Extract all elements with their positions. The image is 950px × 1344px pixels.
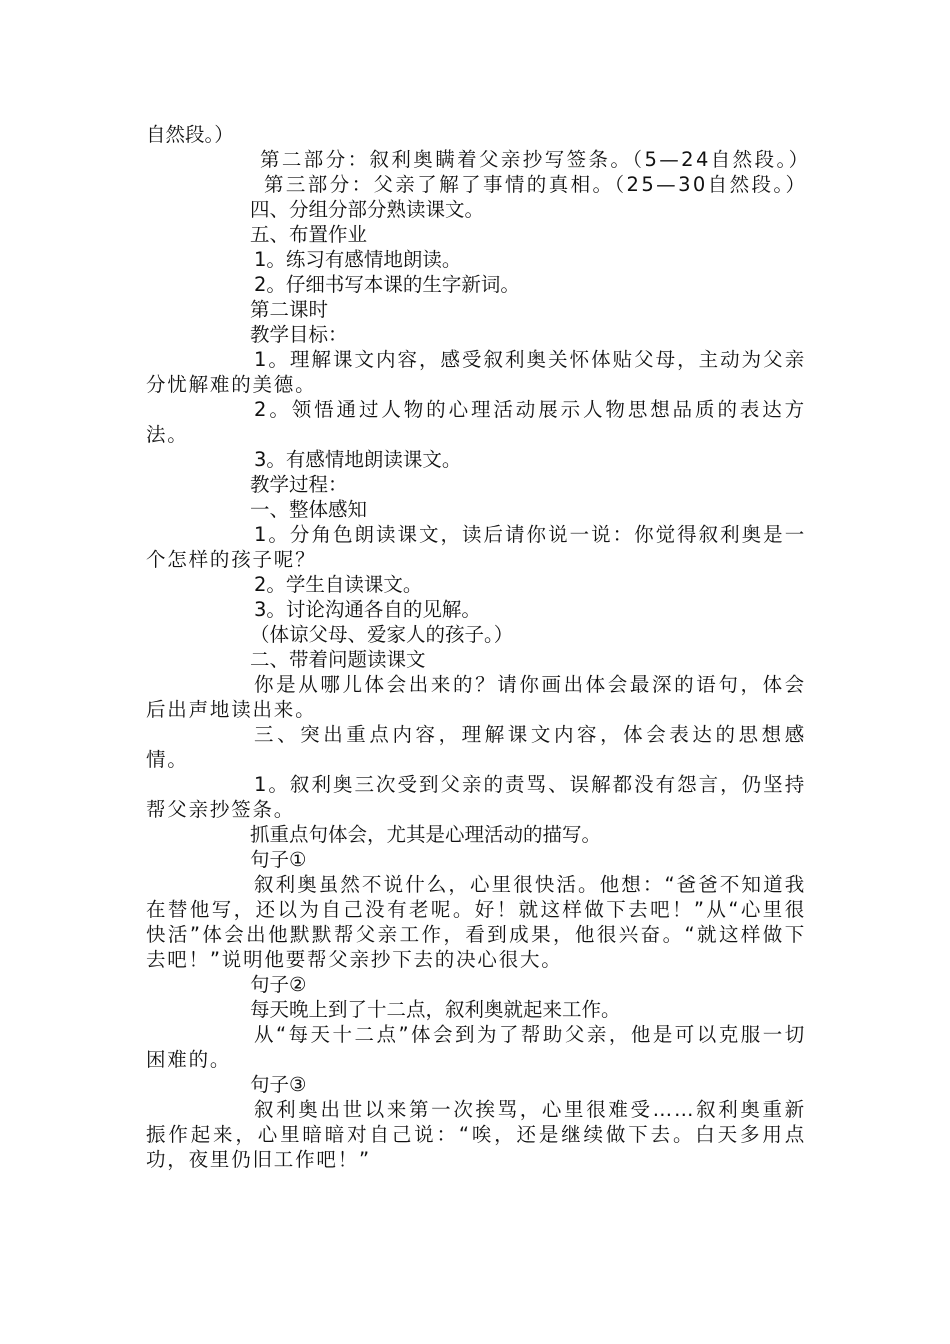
paragraph: 2。领悟通过人物的心理活动展示人物思想品质的表达方法。 bbox=[146, 398, 806, 446]
paragraph: 叙利奥出世以来第一次挨骂，心里很难受……叙利奥重新振作起来，心里暗暗对自己说：“唉，还是继续做下去。白天多用点功，夜里仍旧工作吧！” bbox=[146, 1098, 806, 1171]
paragraph: 从“每天十二点”体会到为了帮助父亲，他是可以克服一切困难的。 bbox=[146, 1023, 806, 1071]
paragraph: （体谅父母、爱家人的孩子。） bbox=[250, 623, 514, 646]
paragraph: 第二部分：叙利奥瞒着父亲抄写签条。（5—24自然段。） bbox=[260, 148, 811, 171]
paragraph: 三、突出重点内容，理解课文内容，体会表达的思想感情。 bbox=[146, 723, 806, 771]
paragraph: 1。练习有感情地朗读。 bbox=[254, 248, 462, 271]
paragraph: 2。学生自读课文。 bbox=[254, 573, 423, 596]
paragraph: 四、分组分部分熟读课文。 bbox=[250, 198, 485, 221]
paragraph: 自然段。） bbox=[146, 123, 234, 146]
document-body bbox=[146, 122, 811, 1172]
paragraph: 句子③ bbox=[250, 1073, 307, 1096]
paragraph: 句子① bbox=[250, 848, 307, 871]
paragraph: 每天晚上到了十二点，叙利奥就起来工作。 bbox=[250, 998, 621, 1021]
paragraph: 你是从哪儿体会出来的？请你画出体会最深的语句，体会后出声地读出来。 bbox=[146, 673, 806, 721]
paragraph: 2。仔细书写本课的生字新词。 bbox=[254, 273, 520, 296]
paragraph: 抓重点句体会，尤其是心理活动的描写。 bbox=[250, 823, 602, 846]
paragraph: 1。分角色朗读课文，读后请你说一说：你觉得叙利奥是一个怎样的孩子呢？ bbox=[146, 523, 806, 571]
paragraph: 3。讨论沟通各自的见解。 bbox=[254, 598, 481, 621]
paragraph: 叙利奥虽然不说什么，心里很快活。他想：“爸爸不知道我在替他写，还以为自己没有老呢。好！就这样做下去吧！”从“心里很快活”体会出他默默帮父亲工作，看到成果，他很兴奋。“就这样做下去吧！”说明他要帮父亲抄下去的决心很大。 bbox=[146, 873, 806, 971]
paragraph: 五、布置作业 bbox=[250, 223, 368, 246]
paragraph: 一、整体感知 bbox=[250, 498, 368, 521]
paragraph: 1。理解课文内容，感受叙利奥关怀体贴父母，主动为父亲分忧解难的美德。 bbox=[146, 348, 806, 396]
paragraph: 教学过程： bbox=[250, 473, 348, 496]
paragraph: 3。有感情地朗读课文。 bbox=[254, 448, 462, 471]
paragraph: 教学目标： bbox=[250, 323, 348, 346]
paragraph: 第三部分：父亲了解了事情的真相。（25—30自然段。） bbox=[264, 173, 808, 196]
paragraph: 句子② bbox=[250, 973, 307, 996]
paragraph: 第二课时 bbox=[250, 298, 329, 321]
paragraph: 二、带着问题读课文 bbox=[250, 648, 426, 671]
paragraph: 1。叙利奥三次受到父亲的责骂、误解都没有怨言，仍坚持帮父亲抄签条。 bbox=[146, 773, 806, 821]
